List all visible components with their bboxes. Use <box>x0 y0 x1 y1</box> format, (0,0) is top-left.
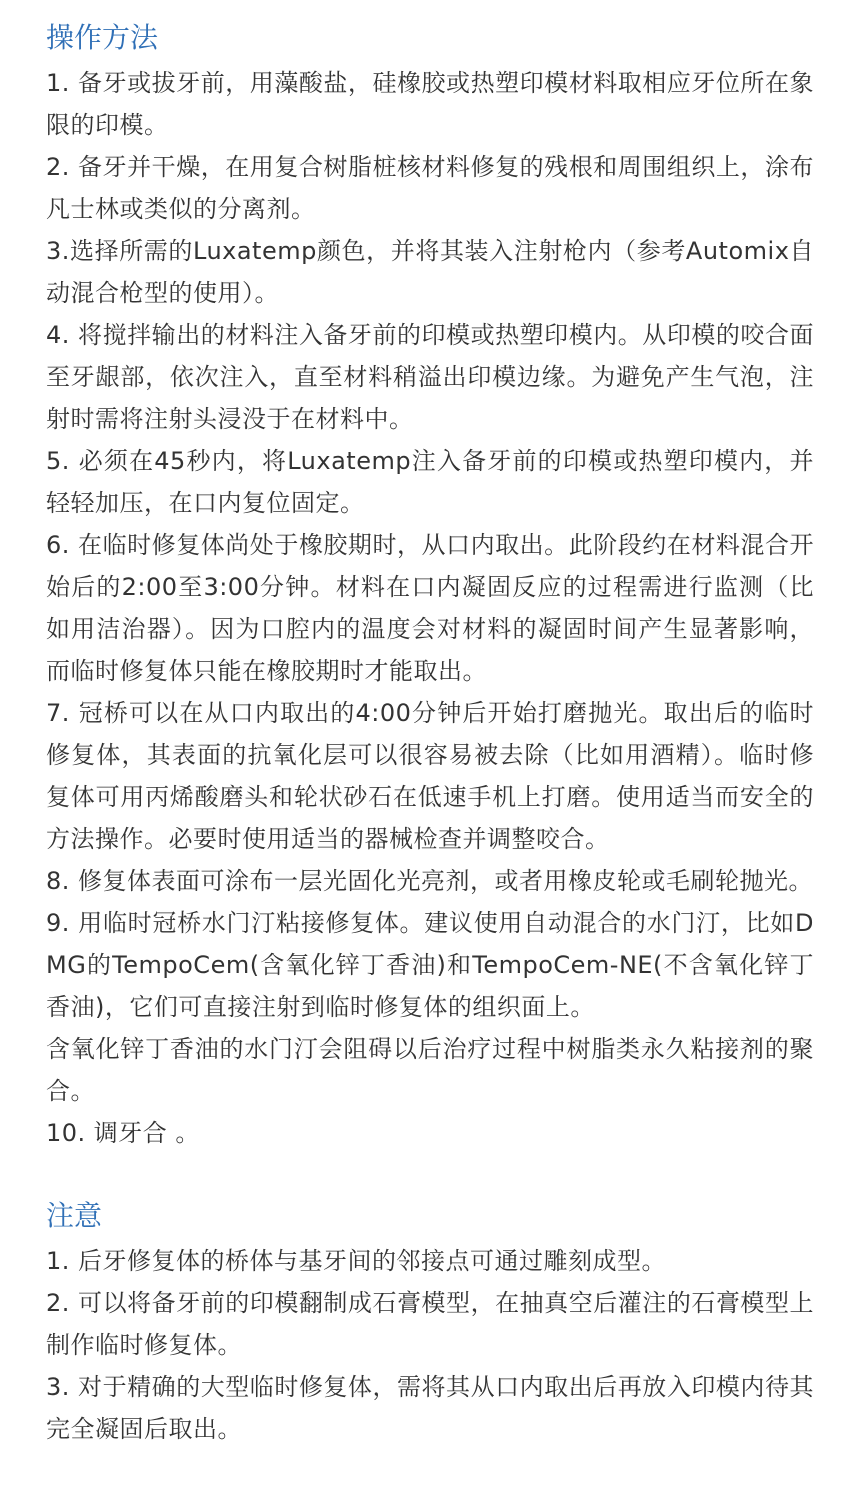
operation-step: 1. 备牙或拔牙前，用藻酸盐，硅橡胶或热塑印模材料取相应牙位所在象限的印模。 <box>46 69 814 139</box>
operation-step: 6. 在临时修复体尚处于橡胶期时，从口内取出。此阶段约在材料混合开始后的2:00至3:00分钟。材料在口内凝固反应的过程需进行监测（比如用洁治器）。因为口腔内的温度会对材料的凝固时间产生显著影响，而临时修复体只能在橡胶期时才能取出。 <box>46 531 814 685</box>
operation-title: 操作方法 <box>46 21 159 54</box>
operation-step: 2. 备牙并干燥，在用复合树脂桩核材料修复的残根和周围组织上，涂布凡士林或类似的分离剂。 <box>46 153 814 223</box>
section-spacer <box>46 1154 814 1192</box>
operation-step: 4. 将搅拌输出的材料注入备牙前的印模或热塑印模内。从印模的咬合面至牙龈部，依次注入，直至材料稍溢出印模边缘。为避免产生气泡，注射时需将注射头浸没于在材料中。 <box>46 321 814 433</box>
notes-title: 注意 <box>46 1199 103 1232</box>
notes-list <box>46 1240 814 1450</box>
note-item: 3. 对于精确的大型临时修复体，需将其从口内取出后再放入印模内待其完全凝固后取出。 <box>46 1373 814 1443</box>
operation-section <box>46 14 814 1154</box>
operation-note-paragraph: 含氧化锌丁香油的水门汀会阻碍以后治疗过程中树脂类永久粘接剂的聚合。 <box>46 1035 814 1105</box>
operation-step: 10. 调牙合 。 <box>46 1119 200 1147</box>
operation-step: 3.选择所需的Luxatemp颜色，并将其装入注射枪内（参考Automix自动混合枪型的使用）。 <box>46 237 814 307</box>
operation-step: 8. 修复体表面可涂布一层光固化光亮剂，或者用橡皮轮或毛刷轮抛光。 <box>46 867 814 895</box>
notes-section <box>46 1192 814 1450</box>
operation-step: 9. 用临时冠桥水门汀粘接修复体。建议使用自动混合的水门汀，比如DMG的TempoCem(含氧化锌丁香油)和TempoCem-NE(不含氧化锌丁香油)，它们可直接注射到临时修复体的组织面上。 <box>46 909 814 1021</box>
operation-step: 5. 必须在45秒内，将Luxatemp注入备牙前的印模或热塑印模内，并轻轻加压，在口内复位固定。 <box>46 447 814 517</box>
operation-step: 7. 冠桥可以在从口内取出的4:00分钟后开始打磨抛光。取出后的临时修复体，其表面的抗氧化层可以很容易被去除（比如用酒精）。临时修复体可用丙烯酸磨头和轮状砂石在低速手机上打磨。使用适当而安全的方法操作。必要时使用适当的器械检查并调整咬合。 <box>46 699 814 853</box>
operation-steps <box>46 62 814 1154</box>
note-item: 2. 可以将备牙前的印模翻制成石膏模型，在抽真空后灌注的石膏模型上制作临时修复体。 <box>46 1289 814 1359</box>
note-item: 1. 后牙修复体的桥体与基牙间的邻接点可通过雕刻成型。 <box>46 1247 667 1275</box>
